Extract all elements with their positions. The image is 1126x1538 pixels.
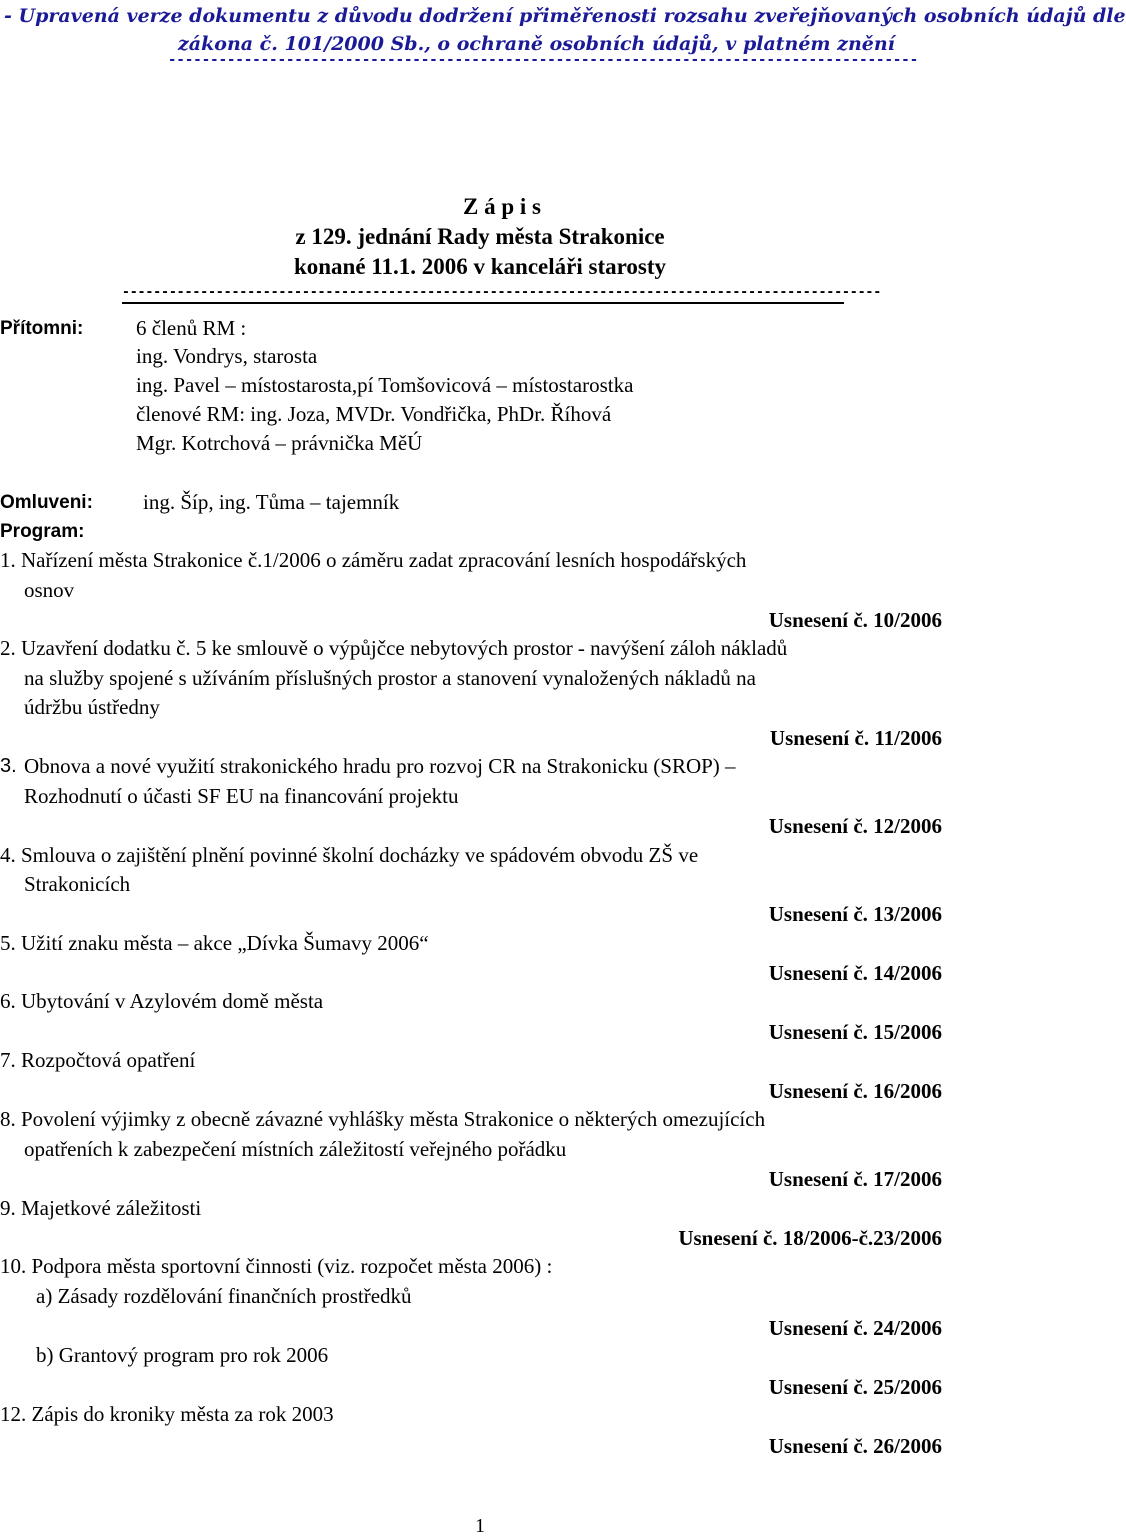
program-item-text: 12. Zápis do kroniky města za rok 2003 — [0, 1402, 334, 1426]
program-item-text: na služby spojené s užíváním příslušných prostor a stanovení vynaložených nákladů na — [24, 666, 756, 690]
page-number: 1 — [475, 1515, 485, 1537]
program-item-text: 10. Podpora města sportovní činnosti (viz. rozpočet města 2006) : — [0, 1254, 553, 1278]
resolution-number: Usnesení č. 13/2006 — [768, 902, 942, 926]
program-item-text: Strakonicích — [24, 872, 131, 896]
program-item-text: 1. Nařízení města Strakonice č.1/2006 o záměru zadat zpracování lesních hospodářských — [0, 548, 747, 572]
resolution-number: Usnesení č. 10/2006 — [768, 608, 942, 632]
notice-line-1: - Upravená verze dokumentu z důvodu dodržení přiměřenosti rozsahu zveřejňovaných osobních údajů dle — [4, 5, 1126, 27]
resolution-number: Usnesení č. 11/2006 — [769, 726, 942, 750]
header-dashed-rule: ------------------------------------------------------------------------------------------------- — [122, 285, 882, 300]
program-item-text: 2. Uzavření dodatku č. 5 ke smlouvě o výpůjčce nebytových prostor - navýšení záloh nákladů — [0, 636, 788, 660]
resolution-number: Usnesení č. 16/2006 — [768, 1079, 942, 1103]
program-item-text: b) Grantový program pro rok 2006 — [36, 1343, 329, 1367]
program-label: Program: — [0, 521, 85, 542]
program-item-text: 6. Ubytování v Azylovém domě města — [0, 989, 324, 1013]
notice-line-2: zákona č. 101/2000 Sb., o ochraně osobních údajů, v platném znění — [178, 33, 895, 55]
resolution-number: Usnesení č. 18/2006-č.23/2006 — [678, 1226, 942, 1250]
header-underline — [122, 302, 844, 304]
program-item-text: údržbu ústředny — [24, 695, 160, 719]
present-line: členové RM: ing. Joza, MVDr. Vondřička, PhDr. Říhová — [136, 402, 612, 426]
program-item-text: 4. Smlouva o zajištění plnění povinné školní docházky ve spádovém obvodu ZŠ ve — [0, 843, 699, 867]
resolution-number: Usnesení č. 17/2006 — [768, 1167, 942, 1191]
resolution-number: Usnesení č. 15/2006 — [768, 1020, 942, 1044]
program-item-text: osnov — [24, 578, 75, 602]
program-item-text: Obnova a nové využití strakonického hradu pro rozvoj CR na Strakonicku (SROP) – — [24, 754, 736, 778]
program-item-text: Rozhodnutí o účasti SF EU na financování projektu — [24, 784, 459, 808]
meeting-date-place: konané 11.1. 2006 v kanceláři starosty — [293, 254, 667, 279]
resolution-number: Usnesení č. 14/2006 — [768, 961, 942, 985]
excused-label: Omluveni: — [0, 492, 93, 513]
resolution-number: Usnesení č. 24/2006 — [768, 1316, 942, 1340]
program-item-text: 8. Povolení výjimky z obecně závazné vyhlášky města Strakonice o některých omezujících — [0, 1107, 766, 1131]
present-line: ing. Pavel – místostarosta,pí Tomšovicová – místostarostka — [136, 373, 634, 397]
present-line: Mgr. Kotrchová – právnička MěÚ — [136, 431, 423, 455]
program-item-number: 3. — [0, 755, 17, 777]
meeting-subtitle: z 129. jednání Rady města Strakonice — [295, 224, 665, 249]
resolution-number: Usnesení č. 25/2006 — [768, 1375, 942, 1399]
resolution-number: Usnesení č. 12/2006 — [768, 814, 942, 838]
program-item-text: 7. Rozpočtová opatření — [0, 1048, 196, 1072]
program-item-text: opatřeních k zabezpečení místních záležitostí veřejného pořádku — [24, 1137, 567, 1161]
present-count: 6 členů RM : — [136, 316, 247, 340]
excused-value: ing. Šíp, ing. Tůma – tajemník — [143, 490, 400, 514]
present-line: ing. Vondrys, starosta — [136, 344, 318, 368]
present-label: Přítomni: — [0, 318, 84, 339]
notice-dashed-rule: ----------------------------------------------------------------------------------------- — [168, 52, 919, 68]
program-item-text: 9. Majetkové záležitosti — [0, 1196, 202, 1220]
program-item-text: 5. Užití znaku města – akce „Dívka Šumavy 2006“ — [0, 931, 429, 955]
resolution-number: Usnesení č. 26/2006 — [768, 1434, 942, 1458]
program-item-text: a) Zásady rozdělování finančních prostředků — [36, 1284, 412, 1308]
document-title: Z á p i s — [463, 194, 541, 219]
